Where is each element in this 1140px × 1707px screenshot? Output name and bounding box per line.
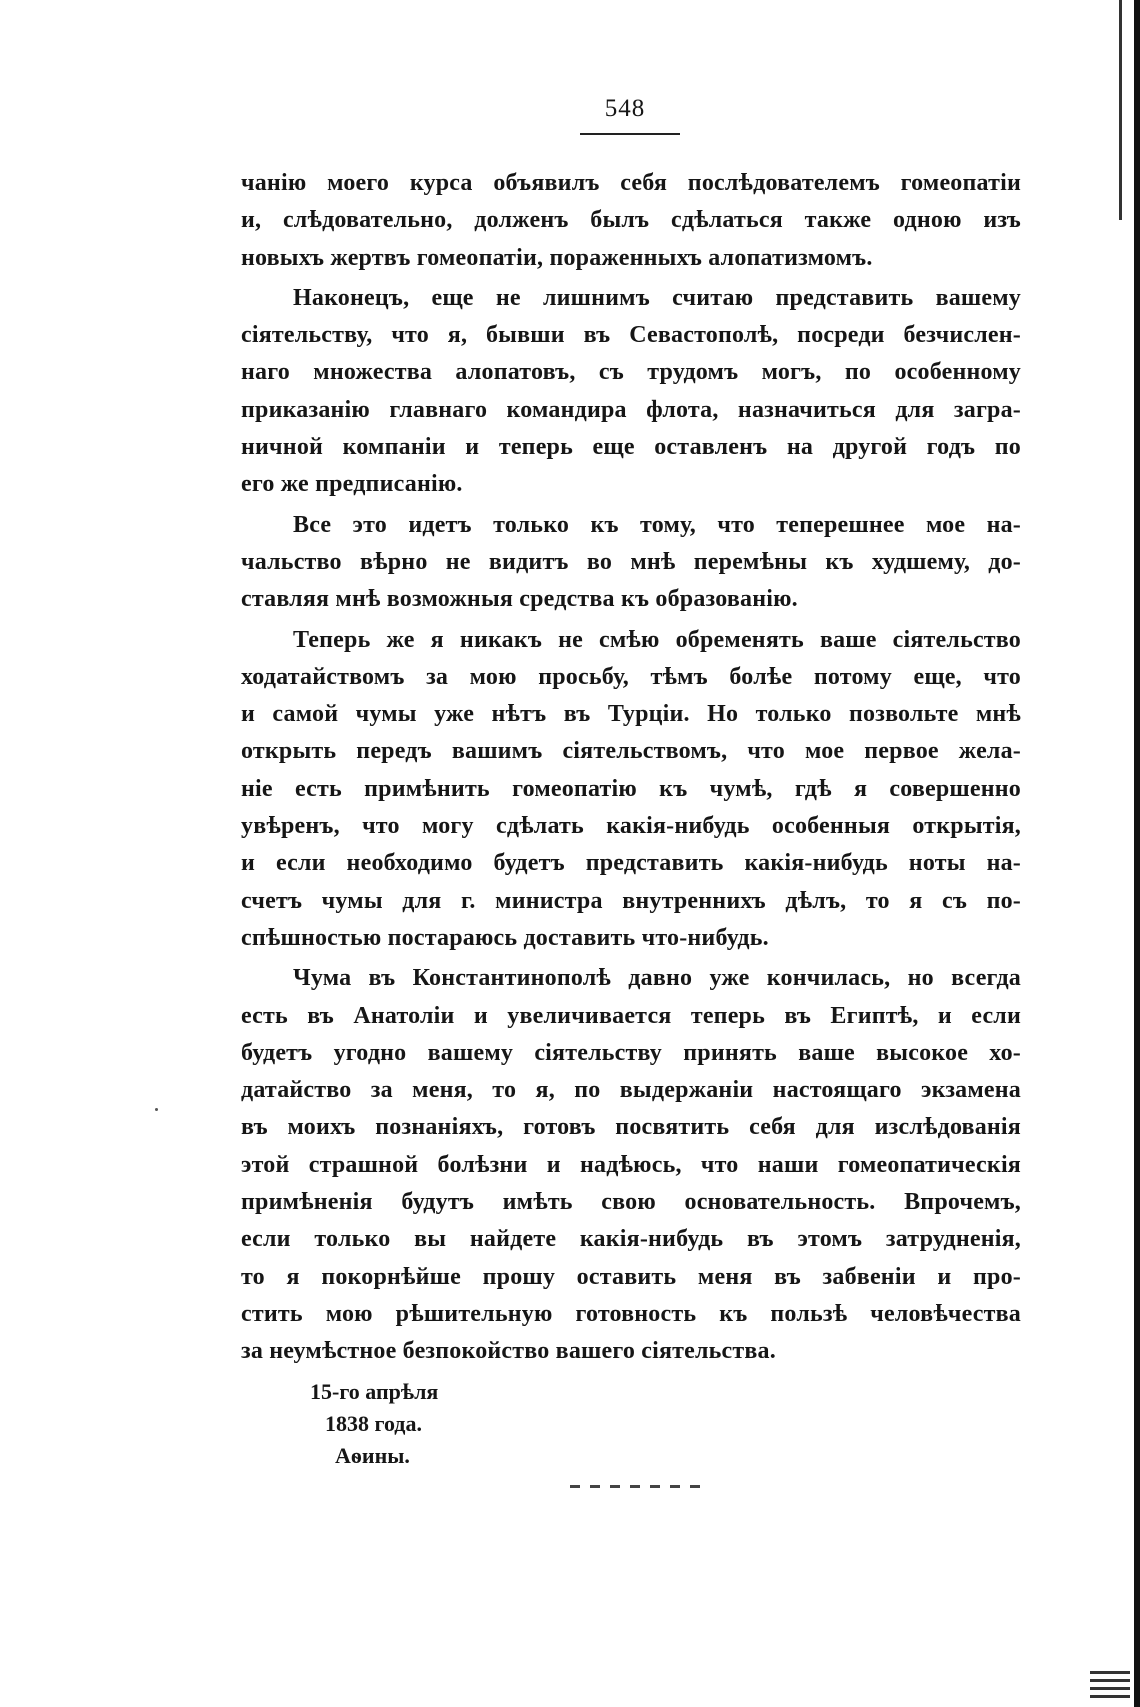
text-line: Чума въ Константинополѣ давно уже кончилась, но всегда: [293, 965, 1021, 992]
scan-edge: [1134, 0, 1140, 1707]
page-number: 548: [604, 95, 646, 122]
signature-year: 1838 года.: [325, 1411, 422, 1436]
scan-speck: [155, 1108, 158, 1111]
paragraph: [241, 165, 1021, 277]
text-line: и если необходимо будетъ представить какія-нибудь ноты на-: [241, 850, 1021, 877]
text-line: чальство вѣрно не видитъ во мнѣ перемѣны къ худшему, до-: [241, 548, 1021, 575]
text-line: ходатайствомъ за мою просьбу, тѣмъ болѣе потому еще, что: [241, 663, 1021, 690]
text-line: открыть передъ вашимъ сіятельствомъ, что мое первое жела-: [241, 738, 1021, 765]
text-line: будетъ угодно вашему сіятельству принять ваше высокое хо-: [241, 1039, 1021, 1066]
text-line: сіятельству, что я, бывши въ Севастополѣ, посреди безчислен-: [241, 322, 1021, 349]
paragraph: [241, 960, 1021, 1370]
text-line: и самой чумы уже нѣтъ въ Турціи. Но только позвольте мнѣ: [241, 701, 1021, 728]
text-line: ніе есть примѣнить гомеопатію къ чумѣ, гдѣ я совершенно: [241, 775, 1021, 802]
signature-place: Аѳины.: [335, 1443, 410, 1468]
text-line: ставляя мнѣ возможныя средства къ образованію.: [241, 586, 798, 613]
signature-block: [310, 1376, 438, 1472]
text-line: спѣшностью постараюсь доставить что-нибудь.: [241, 924, 769, 951]
text-line: Теперь же я никакъ не смѣю обременять ваше сіятельство: [293, 626, 1021, 653]
text-line: примѣненія будутъ имѣть свою основательность. Впрочемъ,: [241, 1189, 1021, 1216]
signature-date: 15-го апрѣля: [310, 1379, 439, 1404]
text-line: Все это идетъ только къ тому, что теперешнее мое на-: [293, 511, 1021, 538]
paragraph: [241, 280, 1021, 504]
text-line: за неумѣстное безпокойство вашего сіятельства.: [241, 1338, 776, 1365]
text-line: его же предписанію.: [241, 471, 463, 498]
body-text: [241, 165, 1021, 1374]
text-line: то я покорнѣйше прошу оставить меня въ забвеніи и про-: [241, 1263, 1021, 1290]
text-line: въ моихъ познаніяхъ, готовъ посвятить себя для изслѣдованія: [241, 1114, 1021, 1141]
page-number-rule: [580, 133, 680, 135]
scan-corner-marks: [1090, 1671, 1130, 1699]
text-line: стить мою рѣшительную готовность къ пользѣ человѣчества: [241, 1300, 1021, 1327]
text-line: приказанію главнаго командира флота, назначиться для загра-: [241, 396, 1021, 423]
text-line: ничной компаніи и теперь еще оставленъ на другой годъ по: [241, 434, 1021, 461]
paragraph: [241, 507, 1021, 619]
text-line: счетъ чумы для г. министра внутреннихъ дѣлъ, то я съ по-: [241, 887, 1021, 914]
text-line: Наконецъ, еще не лишнимъ считаю представить вашему: [293, 284, 1021, 311]
end-ornament: [570, 1485, 700, 1488]
text-line: датайство за меня, то я, по выдержаніи настоящаго экзамена: [241, 1077, 1021, 1104]
text-line: этой страшной болѣзни и надѣюсь, что наши гомеопатическія: [241, 1151, 1021, 1178]
text-line: если только вы найдете какія-нибудь въ этомъ затрудненія,: [241, 1226, 1021, 1253]
text-line: увѣренъ, что могу сдѣлать какія-нибудь особенныя открытія,: [241, 813, 1021, 840]
text-line: чанію моего курса объявилъ себя послѣдователемъ гомеопатіи: [241, 170, 1021, 196]
text-line: и, слѣдовательно, долженъ былъ сдѣлаться также одною изъ: [241, 207, 1021, 234]
text-line: новыхъ жертвъ гомеопатіи, пораженныхъ алопатизмомъ.: [241, 244, 873, 271]
scan-edge-shadow: [1119, 0, 1122, 220]
text-line: наго множества алопатовъ, съ трудомъ могъ, по особенному: [241, 359, 1021, 386]
text-line: есть въ Анатоліи и увеличивается теперь въ Египтѣ, и если: [241, 1002, 1021, 1029]
paragraph: [241, 622, 1021, 958]
